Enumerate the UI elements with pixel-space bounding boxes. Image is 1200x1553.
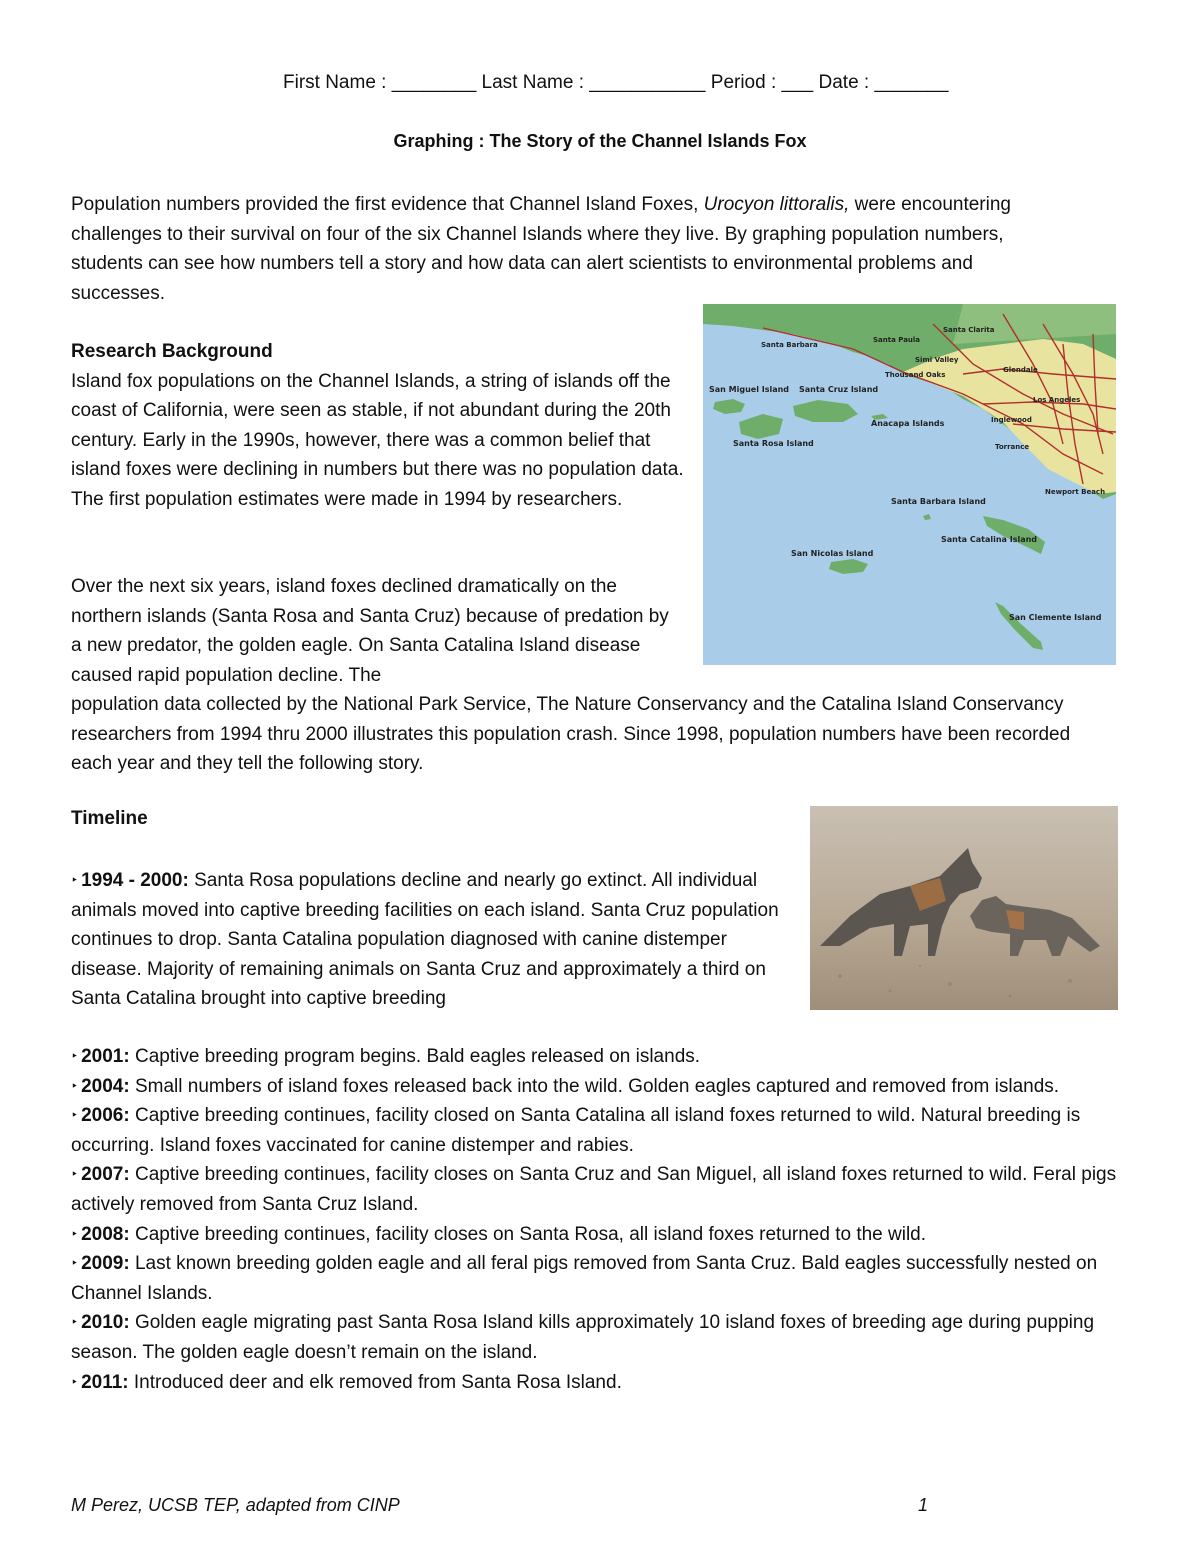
map-label-santa-barbara-island: Santa Barbara Island [891,497,986,506]
map-label-los-angeles: Los Angeles [1033,396,1081,404]
timeline-item [71,1220,1121,1250]
bullet-marker: ‣ [71,1256,79,1271]
timeline-text: Captive breeding continues, facility closes on Santa Rosa, all island foxes returned to the wild. [129,1223,927,1245]
timeline-text: Golden eagle migrating past Santa Rosa Island kills approximately 10 island foxes of breeding age during pupping season. The golden eagle doesn’t remain on the island. [71,1312,1095,1363]
timeline-item [71,1101,1121,1160]
timeline-text: Small numbers of island foxes released back into the wild. Golden eagles captured and removed from islands. [129,1075,1060,1097]
map-label-simi-valley: Simi Valley [915,356,959,364]
timeline-year: 2010: [81,1312,130,1334]
research-paragraph-2-start: Over the next six years, island foxes declined dramatically on the northern islands (Santa Rosa and Santa Cruz) because of predation by a new predator, the golden eagle. On Santa Catalina Island disease caused rapid population decline. The [71,576,669,686]
map-label-san-nicolas: San Nicolas Island [791,549,874,558]
timeline-item [71,1308,1121,1367]
timeline-year: 1994 - 2000: [81,870,189,891]
map-label-thousand-oaks: Thousand Oaks [885,371,946,379]
timeline-year: 2011: [81,1371,129,1393]
timeline-text: Captive breeding program begins. Bald eagles released on islands. [129,1046,701,1067]
fox-photo-graphic [810,806,1118,1010]
map-label-torrance: Torrance [995,443,1030,451]
intro-paragraph [71,190,1071,308]
research-background-heading: Research Background [71,341,273,362]
intro-text-end: were encountering challenges to their survival on four of the six Channel Islands where they live. By graphing population numbers, students can see how numbers tell a story and how data can alert scientists to environmental problems and successes. [71,194,1011,304]
timeline-year: 2007: [81,1164,130,1186]
bullet-marker: ‣ [71,1374,79,1389]
timeline-item [71,1072,1121,1102]
timeline-year: 2008: [81,1223,130,1245]
timeline-item [71,866,796,1014]
research-background-section [71,337,691,515]
bullet-marker: ‣ [71,1167,79,1182]
timeline-year: 2006: [81,1105,130,1127]
intro-text-start: Population numbers provided the first evidence that Channel Island Foxes, [71,194,704,215]
bullet-marker: ‣ [71,873,79,887]
timeline-item [71,1368,1121,1398]
timeline-list [71,1042,1121,1397]
map-label-santa-rosa: Santa Rosa Island [733,439,814,448]
student-info-line: First Name : ________ Last Name : ___________ Period : ___ Date : _______ [283,72,949,93]
bullet-marker: ‣ [71,1078,79,1093]
map-label-santa-paula: Santa Paula [873,336,921,344]
map-label-santa-barbara-city: Santa Barbara [761,341,818,349]
research-paragraph-2-end: population data collected by the National Park Service, The Nature Conservancy and the Catalina Island Conservancy researchers from 1994 thru 2000 illustrates this population crash. Since 1998, population numbers have been recorded each year and they tell the following story. [71,694,1071,775]
bullet-marker: ‣ [71,1108,79,1123]
channel-islands-map [703,304,1116,665]
map-label-anacapa: Anacapa Islands [871,419,945,428]
map-label-glendale: Glendale [1003,366,1038,374]
timeline-text: Captive breeding continues, facility closed on Santa Catalina all island foxes returned to wild. Natural breeding is occurring. Island foxes vaccinated for canine distemper and rabies. [71,1105,1081,1156]
footer-credit: M Perez, UCSB TEP, adapted from CINP [71,1495,400,1515]
research-paragraph-1: Island fox populations on the Channel Islands, a string of islands off the coast of California, were seen as stable, if not abundant during the 20th century. Early in the 1990s, however, there was a common belief that island foxes were declining in numbers but there was no population data. The first population estimates were made in 1994 by researchers. [71,370,684,510]
timeline-text: Last known breeding golden eagle and all feral pigs removed from Santa Cruz. Bald eagles successfully nested on Channel Islands. [71,1253,1098,1304]
bullet-marker: ‣ [71,1315,79,1330]
timeline-text: Santa Rosa populations decline and nearly go extinct. All individual animals moved into captive breeding facilities on each island. Santa Cruz population continues to drop. Santa Catalina population diagnosed with canine distemper disease. Majority of remaining animals on Santa Cruz and approximately a third on Santa Catalina brought into captive breeding [71,870,779,1010]
timeline-item [71,1042,1121,1072]
timeline-text: Captive breeding continues, facility closes on Santa Cruz and San Miguel, all island foxes returned to wild. Feral pigs actively removed from Santa Cruz Island. [71,1164,1117,1215]
map-label-newport-beach: Newport Beach [1045,488,1106,496]
timeline-item [71,1249,1121,1308]
timeline-heading: Timeline [71,808,148,829]
bullet-marker: ‣ [71,1226,79,1241]
bullet-marker: ‣ [71,1049,79,1063]
map-label-san-miguel: San Miguel Island [709,385,790,394]
timeline-item [71,1160,1121,1219]
map-label-santa-clarita: Santa Clarita [943,326,995,334]
timeline-year: 2004: [81,1075,130,1097]
page-title: Graphing : The Story of the Channel Islands Fox [393,131,807,151]
island-fox-photo [810,806,1118,1010]
map-label-santa-cruz: Santa Cruz Island [799,385,879,394]
page-number: 1 [918,1495,929,1515]
map-graphic [703,304,1116,665]
map-label-santa-catalina: Santa Catalina Island [941,535,1038,544]
timeline-year: 2001: [81,1046,130,1067]
timeline-item-1994-2000 [71,866,796,1014]
map-label-inglewood: Inglewood [991,416,1032,424]
timeline-year: 2009: [81,1253,130,1275]
map-label-san-clemente: San Clemente Island [1009,613,1102,622]
species-name: Urocyon littoralis, [703,194,850,215]
timeline-text: Introduced deer and elk removed from Santa Rosa Island. [128,1371,622,1393]
